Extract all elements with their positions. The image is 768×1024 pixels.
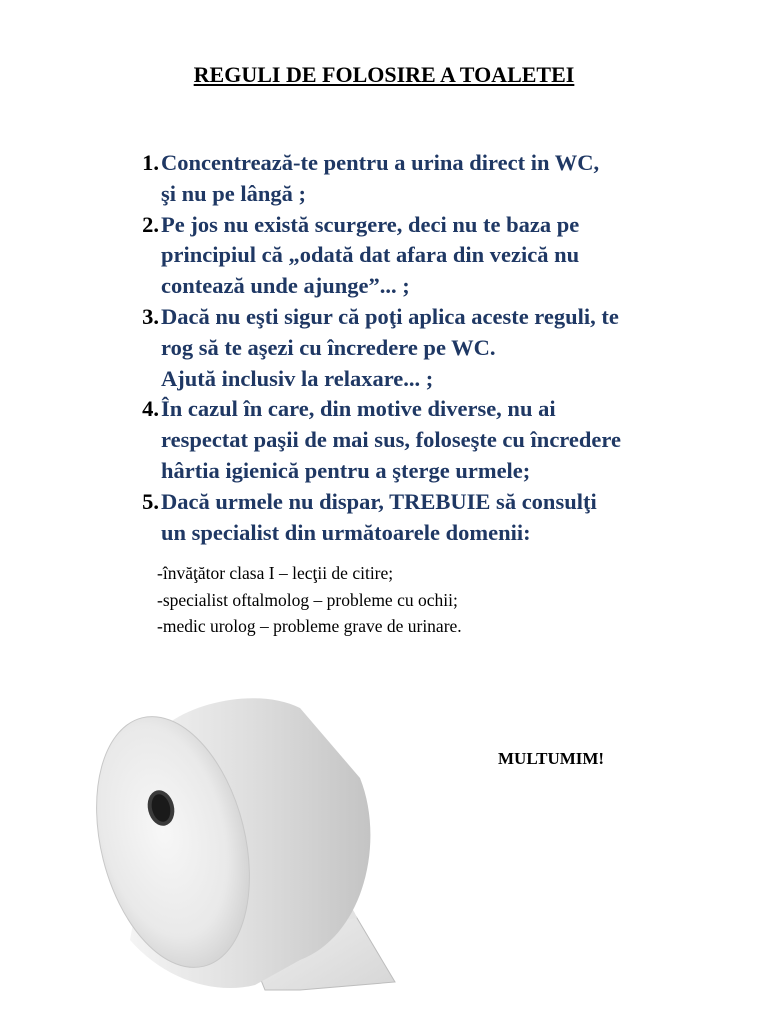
rule-item (133, 148, 753, 210)
page-title: REGULI DE FOLOSIRE A TOALETEI (193, 62, 575, 87)
rule-item (133, 302, 753, 394)
rule-item (133, 210, 753, 302)
rule-text: Dacă nu eşti sigur că poţi aplica aceste reguli, te (161, 303, 619, 329)
rule-text: principiul că „odată dat afara din vezică nu (161, 242, 580, 268)
rule-text: şi nu pe lângă ; (161, 180, 307, 206)
rule-text: Pe jos nu există scurgere, deci nu te baza pe (161, 211, 580, 237)
rule-number: 3. (142, 303, 159, 329)
thanks-text: MULTUMIM! (498, 749, 605, 768)
rule-text: contează unde ajunge”... ; (161, 273, 410, 299)
rule-text: În cazul în care, din motive diverse, nu ai (161, 396, 556, 422)
specialist-item: -învăţător clasa I – lecţii de citire; (157, 563, 394, 583)
rule-item (133, 487, 753, 549)
rule-number: 2. (142, 211, 159, 237)
specialist-item: -specialist oftalmolog – probleme cu ochii; (157, 589, 458, 610)
rule-number: 4. (142, 396, 159, 422)
specialists-list (157, 560, 462, 640)
toilet-paper-roll-icon (95, 690, 405, 1000)
rules-list (133, 148, 753, 548)
rule-text: respectat paşii de mai sus, foloseşte cu încredere (161, 427, 621, 453)
rule-number: 1. (142, 150, 159, 175)
rule-text: rog să te aşezi cu încredere pe WC. (161, 334, 496, 360)
rule-text: un specialist din următoarele domenii: (161, 519, 531, 545)
rule-text: Concentrează-te pentru a urina direct in WC, (161, 150, 600, 175)
rule-text: Ajută inclusiv la relaxare... ; (161, 365, 434, 391)
specialist-item: -medic urolog – probleme grave de urinare. (157, 616, 462, 636)
rule-text: Dacă urmele nu dispar, TREBUIE să consulţi (161, 488, 597, 514)
rule-text: hârtia igienică pentru a şterge urmele; (161, 457, 531, 483)
rule-number: 5. (142, 488, 159, 514)
rule-item (133, 394, 753, 486)
